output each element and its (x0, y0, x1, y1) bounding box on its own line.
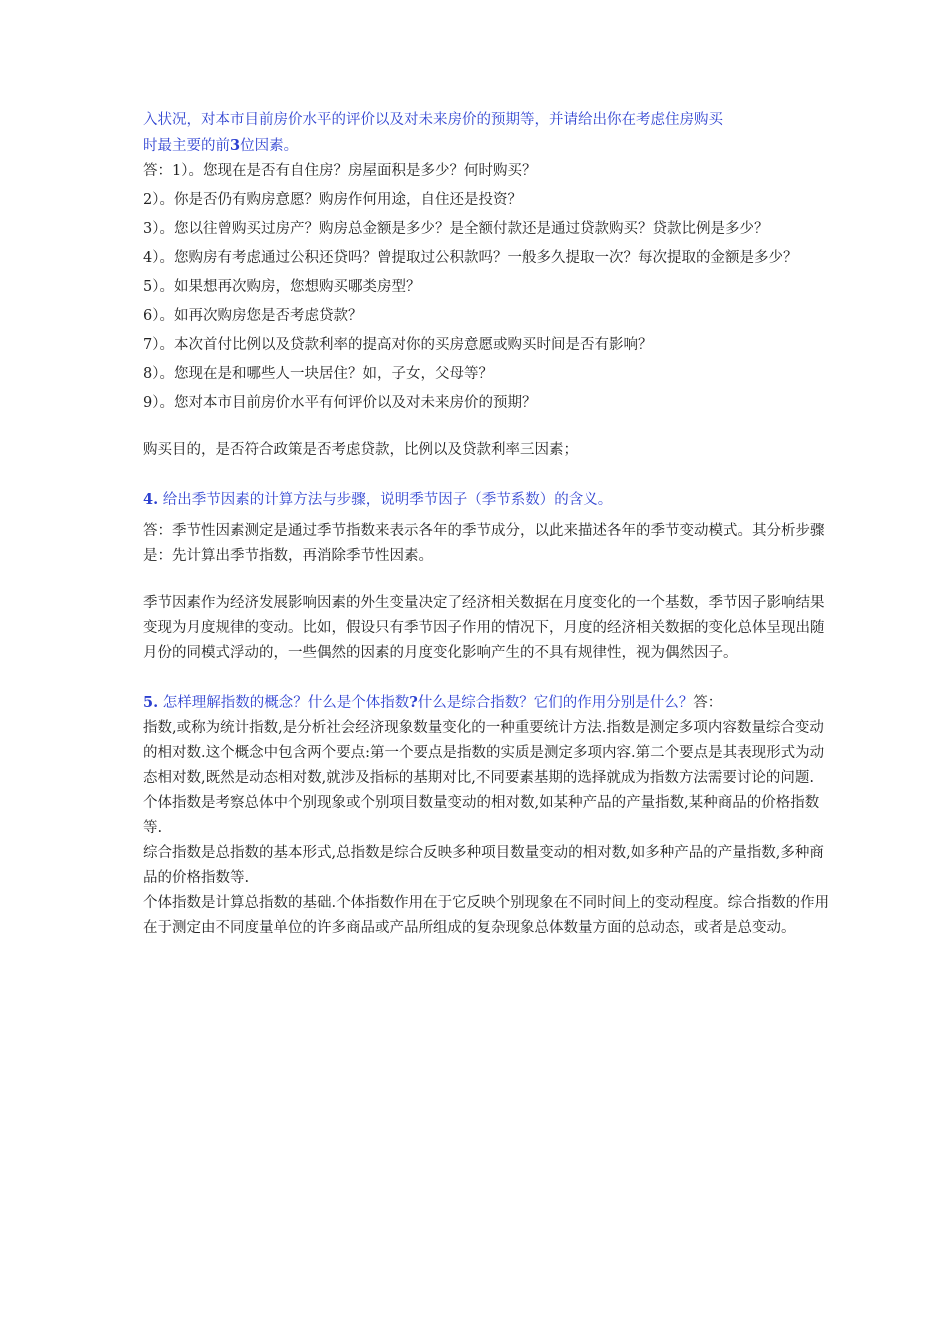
q4-answer: 答：季节性因素测定是通过季节指数来表示各年的季节成分，以此来描述各年的季节变动模式。其分析步骤是：先计算出季节指数，再消除季节性因素。 (143, 523, 825, 564)
intro-line-2-pre: 时最主要的前 (143, 138, 230, 154)
answer-item-9: 9）。您对本市目前房价水平有何评价以及对未来房价的预期？ (143, 395, 537, 411)
answer-item-1: 答：1）。您现在是否有自住房？房屋面积是多少？何时购买？ (143, 163, 537, 179)
intro-line-2-post: 位因素。 (240, 138, 299, 154)
q5-title-mark: ? (409, 694, 418, 711)
q4-title-text: 给出季节因素的计算方法与步骤，说明季节因子（季节系数）的含义。 (162, 492, 613, 508)
answer-item-2: 2）。你是否仍有购房意愿？购房作何用途，自住还是投资？ (143, 192, 522, 208)
document-content (143, 108, 833, 941)
answer-item-8: 8）。您现在是和哪些人一块居住？如，子女，父母等？ (143, 366, 493, 382)
q5-answer-label: 答： (693, 695, 723, 711)
answer-item-4: 4）。您购房有考虑通过公积还贷吗？曾提取过公积款吗？一般多久提取一次？每次提取的金额是多少？ (143, 250, 798, 266)
q5-paragraph-1: 指数,或称为统计指数,是分析社会经济现象数量变化的一种重要统计方法.指数是测定多项内容数量综合变动的相对数.这个概念中包含两个要点:第一个要点是指数的实质是测定多项内容.第二个要点是其表现形式为动态相对数,既然是动态相对数,就涉及指标的基期对比,不同要素基期的选择就成为指数方法需要讨论的问题. (143, 720, 825, 786)
q5-paragraph-4: 个体指数是计算总指数的基础.个体指数作用在于它反映个别现象在不同时间上的变动程度。综合指数的作用在于测定由不同度量单位的许多商品或产品所组成的复杂现象总体数量方面的总动态，或者是总变动。 (143, 895, 830, 936)
answer-item-7: 7）。本次首付比例以及贷款利率的提高对你的买房意愿或购买时间是否有影响？ (143, 337, 653, 353)
answer-item-5: 5）。如果想再次购房，您想购买哪类房型？ (143, 279, 421, 295)
q5-title-part1: 怎样理解指数的概念？什么是个体指数 (162, 695, 410, 711)
q4-number: 4. (143, 491, 159, 508)
q5-paragraph-3: 综合指数是总指数的基本形式,总指数是综合反映多种项目数量变动的相对数,如多种产品的产量指数,多种商品的价格指数等. (143, 845, 824, 886)
intro-question (143, 108, 833, 159)
q5-title (143, 690, 833, 716)
answer-list (143, 159, 833, 416)
intro-line-1: 入状况，对本市目前房价水平的评价以及对未来房价的预期等，并请给出你在考虑住房购买 (143, 112, 723, 128)
q4-title (143, 487, 833, 513)
answer-item-3: 3）。您以往曾购买过房产？购房总金额是多少？是全额付款还是通过贷款购买？贷款比例是多少？ (143, 221, 769, 237)
q5-paragraph-2: 个体指数是考察总体中个别现象或个别项目数量变动的相对数,如某种产品的产量指数,某种商品的价格指数等. (143, 795, 820, 836)
q4-paragraph: 季节因素作为经济发展影响因素的外生变量决定了经济相关数据在月度变化的一个基数，季节因子影响结果变现为月度规律的变动。比如，假设只有季节因子作用的情况下，月度的经济相关数据的变化总体呈现出随月份的同模式浮动的，一些偶然的因素的月度变化影响产生的不具有规律性，视为偶然因子。 (143, 595, 825, 661)
answer-item-6: 6）。如再次购房您是否考虑贷款？ (143, 308, 363, 324)
intro-line-2-num: 3 (230, 137, 241, 154)
q5-title-part2: 什么是综合指数？它们的作用分别是什么？ (417, 695, 694, 711)
summary-text: 购买目的，是否符合政策是否考虑贷款，比例以及贷款利率三因素； (143, 442, 578, 458)
q5-number: 5. (143, 694, 159, 711)
